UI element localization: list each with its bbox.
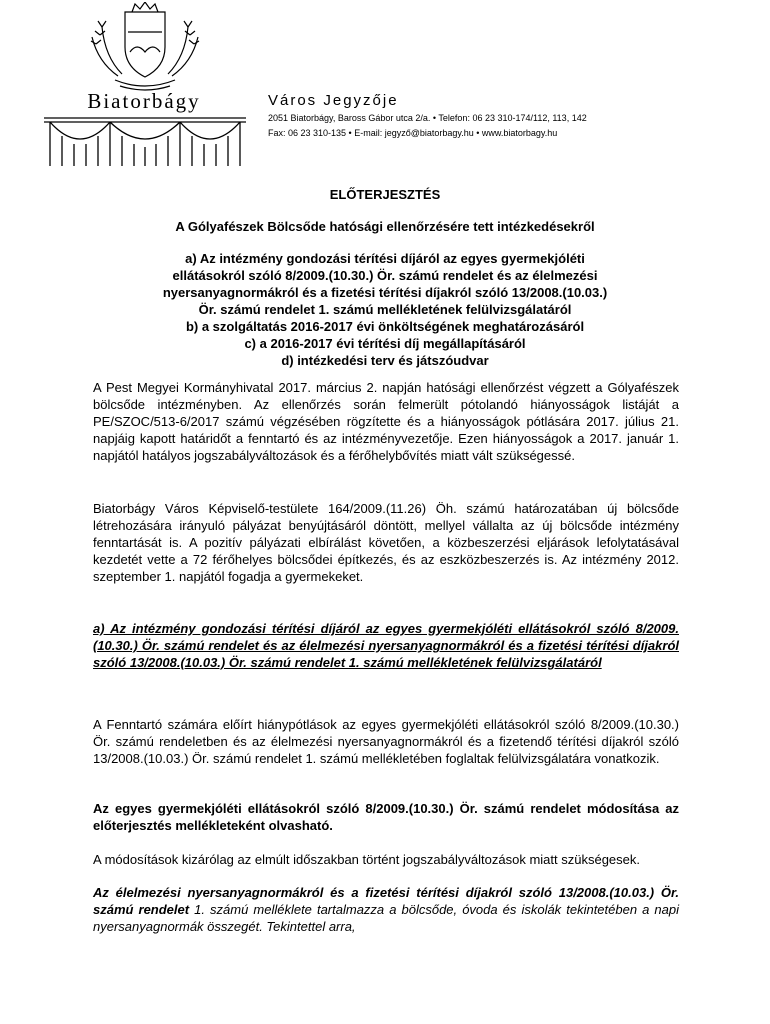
agenda-item-line: a) Az intézmény gondozási térítési díjáról az egyes gyermekjóléti — [185, 251, 585, 266]
agenda-item-line: nyersanyagnormákról és a fizetési térítési díjakról szóló 13/2008.(10.03.) — [162, 285, 608, 300]
regulation-description: 1. számú melléklete tartalmazza a bölcsőde, óvoda és iskolák tekintetében a napi nyersanyagnormák összegét. Tekintettel arra, — [93, 902, 679, 934]
logo-wordmark: Biatorbágy — [87, 89, 201, 113]
paragraph-amendment-note — [93, 800, 679, 834]
paragraph-text: Az egyes gyermekjóléti ellátásokról szóló 8/2009.(10.30.) Ör. számú rendelet módosítása az előterjesztés mellékleteként olvasható. — [93, 801, 679, 833]
agenda-items — [90, 250, 680, 369]
paragraph-background — [93, 500, 679, 585]
contact-address-phone: 2051 Biatorbágy, Baross Gábor utca 2/a. • Telefon: 06 23 310-174/112, 113, 142 — [268, 113, 587, 123]
paragraph-inspection — [93, 379, 679, 464]
paragraph-text: A Fenntartó számára előírt hiánypótlások az egyes gyermekjóléti ellátásokról szóló 8/2009.(10.30.) Ör. számú rendeletben és az élelmezési nyersanyagnormákról és a fizetendő térítési díjakról szóló 13/2008.(10.03.) Ör. számú rendelet 1. számú mellékletében foglaltak felülvizsgálatára vonatkozik. — [93, 717, 679, 766]
paragraph-requirements — [93, 716, 679, 767]
agenda-item-line: Ör. számú rendelet 1. számú mellékletének felülvizsgálatáról — [198, 302, 572, 317]
section-heading-text: a) Az intézmény gondozási térítési díjáról az egyes gyermekjóléti ellátásokról szóló 8/2009.(10.30.) Ör. számú rendelet és az élelmezési nyersanyagnormákról és a fizetési térítési díjakról szóló 13/2008.(10.03.) Ör. számú rendelet 1. számú mellékletének felülvizsgálatáról — [93, 621, 679, 670]
paragraph-food-norms — [93, 884, 679, 935]
bridge-viaduct-logo — [40, 114, 250, 170]
agenda-item-line: b) a szolgáltatás 2016-2017 évi önköltségének meghatározásáról — [185, 319, 585, 334]
paragraph-text: Biatorbágy Város Képviselő-testülete 164/2009.(11.26) Öh. számú határozatában új bölcsőde létrehozására irányuló pályázat benyújtásáról döntött, mellyel vállalta az új bölcsőde intézmény fenntartását is. A pozitív pályázati elbírálást követően, a közbeszerzési eljárások lefolytatásával kezdetét vette a 72 férőhelyes bölcsődei építkezés, és az eszközbeszerzés is. Az intézmény 2012. szeptember 1. napjától fogadja a gyermekeket. — [93, 501, 679, 584]
paragraph-changes — [93, 851, 679, 868]
paragraph-text: A Pest Megyei Kormányhivatal 2017. március 2. napján hatósági ellenőrzést végzett a Gólyafészek bölcsőde intézményben. Az ellenőrzés során felmerült pótolandó hiányosságok listáját a PE/SZOC/513-6/2017 számú végzésében rögzítette és a hiányosságok pótlására 2017. július 21. napjáig kapott határidőt a fenntartó és az intézményvezetője. Ezen hiányosságok a 2017. január 1. napjától hatályos jogszabályváltozások és a férőhelybővítés miatt vált szükségessé. — [93, 380, 679, 463]
document-subtitle: A Gólyafészek Bölcsőde hatósági ellenőrzésére tett intézkedésekről — [175, 219, 595, 234]
contact-fax-email-web: Fax: 06 23 310-135 • E-mail: jegyző@biatorbagy.hu • www.biatorbagy.hu — [268, 128, 558, 138]
agenda-item-line: d) intézkedési terv és játszóudvar — [281, 353, 489, 368]
document-title: ELŐTERJESZTÉS — [329, 187, 441, 202]
agenda-item-line: c) a 2016-2017 évi térítési díj megállapításáról — [244, 336, 526, 351]
paragraph-text — [93, 884, 679, 935]
coat-of-arms-logo — [80, 2, 210, 92]
regulation-reference: Az élelmezési nyersanyagnormákról és a fizetési térítési díjakról szóló 13/2008.(10.03.) Ör. számú rendelet — [93, 885, 679, 917]
office-title: Város Jegyzője — [268, 92, 399, 109]
agenda-item-line: ellátásokról szóló 8/2009.(10.30.) Ör. számú rendelet és az élelmezési — [172, 268, 598, 283]
section-a-heading — [93, 620, 679, 671]
paragraph-text: A módosítások kizárólag az elmúlt időszakban történt jogszabályváltozások miatt szükségesek. — [93, 852, 640, 867]
